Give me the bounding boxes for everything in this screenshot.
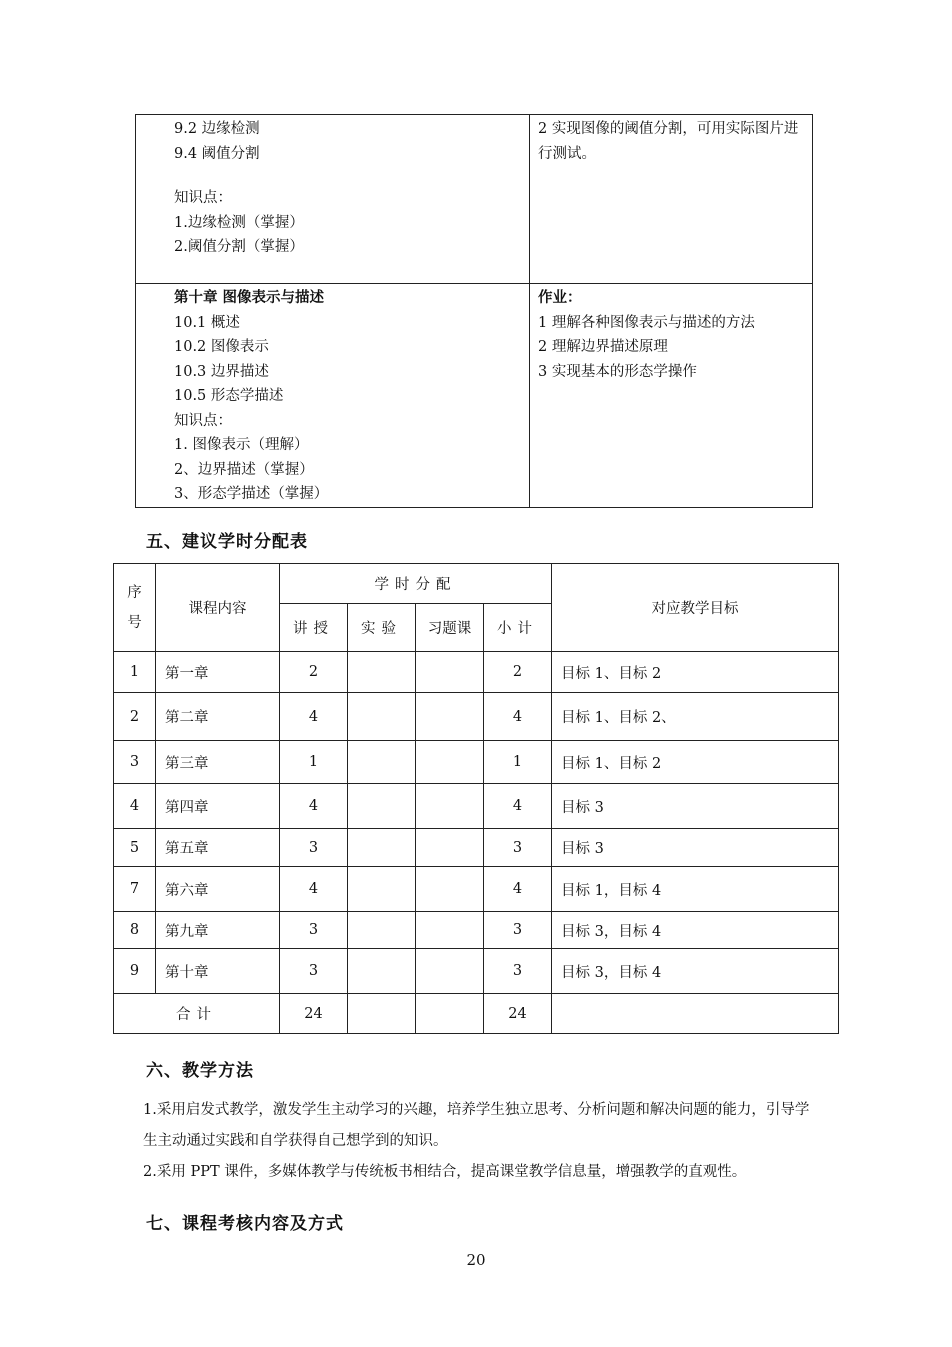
topic-line: 10.1 概述 bbox=[174, 314, 240, 331]
table-row bbox=[114, 867, 839, 912]
table-row bbox=[114, 829, 839, 867]
chapter-cell: 第二章 bbox=[156, 693, 280, 741]
homework-line: 3 实现基本的形态学操作 bbox=[538, 363, 697, 380]
paragraph: 1.采用启发式教学，激发学生主动学习的兴趣，培养学生独立思考、分析问题和解决问题的能力，引导学生主动通过实践和自学获得自己想学到的知识。 bbox=[143, 1102, 810, 1149]
seq-cell: 8 bbox=[114, 912, 156, 949]
subtotal-cell: 3 bbox=[484, 912, 552, 949]
knowledge-point: 1.边缘检测（掌握） bbox=[174, 214, 304, 231]
exercise-cell bbox=[416, 693, 484, 741]
lab-cell bbox=[348, 912, 416, 949]
goal-cell: 目标 3，目标 4 bbox=[552, 949, 839, 994]
subtotal-cell: 3 bbox=[484, 829, 552, 867]
topic-line: 9.2 边缘检测 bbox=[174, 121, 260, 137]
total-exercise bbox=[416, 994, 484, 1034]
syllabus-row bbox=[136, 115, 813, 284]
knowledge-point: 3、形态学描述（掌握） bbox=[174, 486, 329, 502]
lab-cell bbox=[348, 829, 416, 867]
total-goal bbox=[552, 994, 839, 1034]
lab-header: 实验 bbox=[348, 604, 416, 652]
lecture-cell: 1 bbox=[280, 741, 348, 784]
lecture-cell: 4 bbox=[280, 784, 348, 829]
table-row bbox=[114, 784, 839, 829]
subtotal-cell: 4 bbox=[484, 693, 552, 741]
goal-cell: 目标 1、目标 2 bbox=[552, 652, 839, 693]
lecture-cell: 3 bbox=[280, 949, 348, 994]
homework-title: 作业： bbox=[538, 289, 582, 306]
goal-cell: 目标 3 bbox=[552, 784, 839, 829]
chapter-cell: 第九章 bbox=[156, 912, 280, 949]
chapter-cell: 第六章 bbox=[156, 867, 280, 912]
seq-cell: 1 bbox=[114, 652, 156, 693]
knowledge-label: 知识点： bbox=[174, 412, 232, 429]
topic-line: 9.4 阈值分割 bbox=[174, 145, 260, 162]
syllabus-left-cell bbox=[136, 284, 530, 508]
exercise-header: 习题课 bbox=[416, 604, 484, 652]
syllabus-left-cell bbox=[136, 115, 530, 284]
goal-cell: 目标 1、目标 2、 bbox=[552, 693, 839, 741]
lecture-cell: 4 bbox=[280, 693, 348, 741]
table-row bbox=[114, 949, 839, 994]
subtotal-cell: 3 bbox=[484, 949, 552, 994]
homework-line: 2 实现图像的阈值分割，可用实际图片进行测试。 bbox=[538, 121, 799, 162]
subtotal-cell: 4 bbox=[484, 867, 552, 912]
total-subtotal: 24 bbox=[484, 994, 552, 1034]
chapter-cell: 第十章 bbox=[156, 949, 280, 994]
syllabus-right-cell bbox=[530, 284, 813, 508]
seq-cell: 5 bbox=[114, 829, 156, 867]
chapter-cell: 第三章 bbox=[156, 741, 280, 784]
syllabus-right-cell bbox=[530, 115, 813, 284]
knowledge-point: 2.阈值分割（掌握） bbox=[174, 239, 304, 255]
exercise-cell bbox=[416, 741, 484, 784]
subtotal-header: 小计 bbox=[484, 604, 552, 652]
total-lab bbox=[348, 994, 416, 1034]
seq-cell: 3 bbox=[114, 741, 156, 784]
lab-cell bbox=[348, 693, 416, 741]
chapter-cell: 第五章 bbox=[156, 829, 280, 867]
goal-cell: 目标 1、目标 2 bbox=[552, 741, 839, 784]
lab-cell bbox=[348, 949, 416, 994]
topic-line: 10.5 形态学描述 bbox=[174, 388, 284, 404]
table-row bbox=[114, 652, 839, 693]
subtotal-cell: 2 bbox=[484, 652, 552, 693]
content-header: 课程内容 bbox=[156, 564, 280, 652]
knowledge-label: 知识点： bbox=[174, 190, 232, 206]
header-row bbox=[114, 564, 839, 604]
topic-line: 10.2 图像表示 bbox=[174, 339, 269, 355]
seq-cell: 4 bbox=[114, 784, 156, 829]
exercise-cell bbox=[416, 829, 484, 867]
section-title: 五、建议学时分配表 bbox=[146, 532, 308, 552]
total-lecture: 24 bbox=[280, 994, 348, 1034]
section-title: 六、教学方法 bbox=[146, 1061, 254, 1081]
hours-table bbox=[113, 563, 839, 1034]
table-row bbox=[114, 693, 839, 741]
section-title: 七、课程考核内容及方式 bbox=[146, 1214, 344, 1234]
lab-cell bbox=[348, 867, 416, 912]
knowledge-point: 2、边界描述（掌握） bbox=[174, 461, 314, 478]
topic-line: 10.3 边界描述 bbox=[174, 363, 269, 380]
subtotal-cell: 1 bbox=[484, 741, 552, 784]
exercise-cell bbox=[416, 784, 484, 829]
exercise-cell bbox=[416, 912, 484, 949]
lecture-cell: 3 bbox=[280, 829, 348, 867]
exercise-cell bbox=[416, 652, 484, 693]
table-row bbox=[114, 912, 839, 949]
knowledge-point: 1. 图像表示（理解） bbox=[174, 437, 309, 453]
lecture-header: 讲授 bbox=[280, 604, 348, 652]
lecture-cell: 2 bbox=[280, 652, 348, 693]
syllabus-table bbox=[135, 114, 813, 508]
table-row bbox=[114, 741, 839, 784]
lab-cell bbox=[348, 652, 416, 693]
teaching-methods bbox=[143, 1095, 815, 1188]
seq-cell: 7 bbox=[114, 867, 156, 912]
syllabus-row bbox=[136, 284, 813, 508]
lecture-cell: 4 bbox=[280, 867, 348, 912]
exercise-cell bbox=[416, 867, 484, 912]
exercise-cell bbox=[416, 949, 484, 994]
page-number: 20 bbox=[466, 1251, 486, 1269]
alloc-header: 学时分配 bbox=[280, 564, 552, 604]
goal-cell: 目标 3，目标 4 bbox=[552, 912, 839, 949]
homework-line: 2 理解边界描述原理 bbox=[538, 339, 668, 355]
chapter-cell: 第四章 bbox=[156, 784, 280, 829]
chapter-title: 第十章 图像表示与描述 bbox=[174, 289, 325, 306]
subtotal-cell: 4 bbox=[484, 784, 552, 829]
total-row bbox=[114, 994, 839, 1034]
seq-cell: 9 bbox=[114, 949, 156, 994]
chapter-cell: 第一章 bbox=[156, 652, 280, 693]
total-label: 合计 bbox=[114, 994, 280, 1034]
homework-line: 1 理解各种图像表示与描述的方法 bbox=[538, 314, 755, 331]
lecture-cell: 3 bbox=[280, 912, 348, 949]
paragraph: 2.采用 PPT 课件，多媒体教学与传统板书相结合，提高课堂教学信息量，增强教学的直观性。 bbox=[143, 1164, 747, 1180]
seq-cell: 2 bbox=[114, 693, 156, 741]
goal-cell: 目标 1，目标 4 bbox=[552, 867, 839, 912]
lab-cell bbox=[348, 741, 416, 784]
seq-header: 序号 bbox=[114, 564, 156, 652]
goal-header: 对应教学目标 bbox=[552, 564, 839, 652]
goal-cell: 目标 3 bbox=[552, 829, 839, 867]
lab-cell bbox=[348, 784, 416, 829]
